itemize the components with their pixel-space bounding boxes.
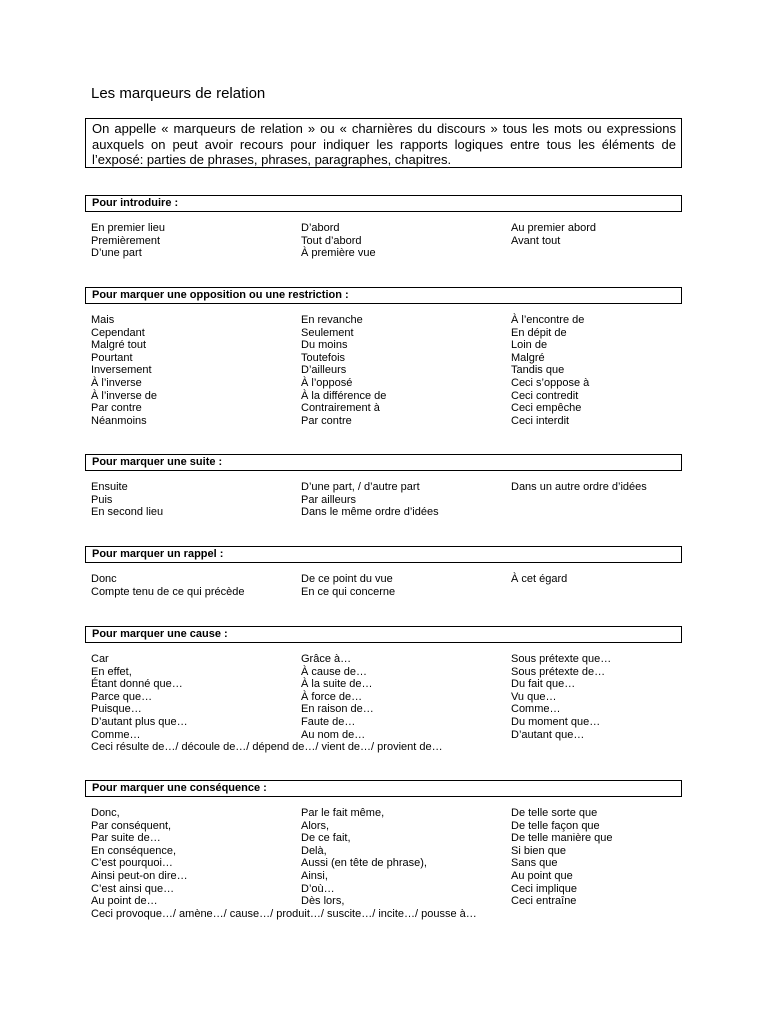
- list-item: D’où…: [301, 882, 335, 895]
- list-item: De ce point du vue: [301, 573, 393, 585]
- list-item: Puis: [91, 493, 113, 506]
- list-item: Malgré tout: [91, 339, 147, 352]
- list-item: Par suite de…: [91, 832, 161, 845]
- list-item: Aussi (en tête de phrase),: [301, 857, 427, 870]
- list-item: Comme…: [91, 728, 141, 741]
- list-item: Tout d’abord: [301, 234, 362, 247]
- list-item: À la suite de…: [301, 678, 373, 691]
- section-header: Pour marquer une suite :: [85, 454, 682, 471]
- column-1: [91, 653, 188, 741]
- list-item: Vu que…: [511, 690, 557, 703]
- column-2: [301, 481, 439, 519]
- list-item: À la différence de: [301, 389, 387, 402]
- section-opposition: [85, 287, 682, 428]
- list-item: Premièrement: [91, 234, 161, 247]
- list-item: D’abord: [301, 222, 340, 234]
- column-1: [91, 481, 163, 519]
- section-consequence: [85, 780, 682, 921]
- list-item: Faute de…: [301, 715, 356, 728]
- list-item: Donc: [91, 573, 117, 585]
- list-item: Sous prétexte de…: [511, 665, 606, 678]
- list-item: De ce fait,: [301, 832, 351, 845]
- list-item: Alors,: [301, 819, 330, 832]
- list-item: Au premier abord: [511, 222, 596, 234]
- list-item: Dès lors,: [301, 895, 345, 908]
- list-item: Sous prétexte que…: [511, 653, 612, 665]
- list-item: Au point de…: [91, 895, 158, 908]
- column-1: [91, 807, 188, 908]
- list-item: À l’opposé: [301, 376, 353, 389]
- column-3: [511, 573, 567, 586]
- list-item: Grâce à…: [301, 653, 352, 665]
- column-3: [511, 807, 613, 908]
- section-header: Pour introduire :: [85, 195, 682, 212]
- list-item: À première vue: [301, 247, 376, 260]
- list-item: Au point que: [511, 869, 573, 882]
- list-item: En premier lieu: [91, 222, 165, 234]
- column-3: [511, 481, 647, 494]
- section-suite: [85, 454, 682, 519]
- list-item: Malgré: [511, 351, 545, 364]
- list-item: D’autant plus que…: [91, 715, 188, 728]
- list-item: Loin de: [511, 339, 548, 352]
- column-2: [301, 807, 427, 908]
- list-item: Néanmoins: [91, 414, 147, 427]
- list-item: Mais: [91, 314, 115, 326]
- list-item: En revanche: [301, 314, 363, 326]
- list-item: Pourtant: [91, 351, 133, 364]
- list-item: Seulement: [301, 326, 354, 339]
- list-item: Par contre: [91, 402, 142, 415]
- list-item: Ainsi peut-on dire…: [91, 869, 188, 882]
- list-item: En second lieu: [91, 506, 164, 519]
- column-3: [511, 222, 596, 247]
- section-header: Pour marquer une opposition ou une restriction :: [85, 287, 682, 304]
- column-3: [511, 653, 611, 741]
- list-item: De telle sorte que: [511, 807, 598, 819]
- list-item: Puisque…: [91, 703, 142, 716]
- list-item: D’une part, / d’autre part: [301, 481, 420, 493]
- list-item: C’est pourquoi…: [91, 857, 173, 870]
- column-2: [301, 653, 374, 741]
- list-item: Car: [91, 653, 109, 665]
- list-item: À force de…: [301, 690, 363, 703]
- column-1: [91, 573, 245, 598]
- list-item: Dans le même ordre d’idées: [301, 506, 439, 519]
- section-rappel: [85, 546, 682, 599]
- list-item: À l’encontre de: [511, 314, 585, 326]
- list-item: Cependant: [91, 326, 145, 339]
- list-item: Ainsi,: [301, 869, 328, 882]
- list-item: Par contre: [301, 414, 352, 427]
- list-item: D’ailleurs: [301, 364, 347, 377]
- list-item: D’autant que…: [511, 728, 585, 741]
- list-item: Ceci implique: [511, 882, 578, 895]
- list-item: Ceci s’oppose à: [511, 376, 590, 389]
- list-item: À cause de…: [301, 665, 368, 678]
- column-1: [91, 314, 157, 427]
- list-item: Ensuite: [91, 481, 128, 493]
- list-item: Du fait que…: [511, 678, 576, 691]
- list-item: Du moment que…: [511, 715, 601, 728]
- list-item: Donc,: [91, 807, 120, 819]
- list-item: À l’inverse de: [91, 389, 158, 402]
- list-item: Compte tenu de ce qui précède: [91, 585, 245, 598]
- page-title: Les marqueurs de relation: [91, 85, 266, 102]
- list-item: De telle manière que: [511, 832, 613, 845]
- list-item: Ceci entraîne: [511, 895, 577, 908]
- list-item: Étant donné que…: [91, 678, 183, 691]
- list-item: À l’inverse: [91, 376, 142, 389]
- list-item: De telle façon que: [511, 819, 600, 832]
- section-header: Pour marquer un rappel :: [85, 546, 682, 563]
- column-2: [301, 573, 395, 598]
- list-item: Contrairement à: [301, 402, 380, 415]
- list-item: En effet,: [91, 665, 132, 678]
- list-item: Au nom de…: [301, 728, 366, 741]
- column-3: [511, 314, 589, 427]
- list-item: Inversement: [91, 364, 152, 377]
- list-item: Delà,: [301, 844, 327, 857]
- list-item: Ceci interdit: [511, 414, 570, 427]
- list-item: En ce qui concerne: [301, 585, 396, 598]
- list-item: Ceci empêche: [511, 402, 582, 415]
- list-item: À cet égard: [511, 573, 568, 585]
- column-2: [301, 314, 386, 427]
- list-item: En conséquence,: [91, 844, 177, 857]
- section-introduire: [85, 195, 682, 260]
- list-item: Dans un autre ordre d’idées: [511, 481, 647, 493]
- section-cause: [85, 626, 682, 755]
- column-1: [91, 222, 165, 260]
- list-item: Par le fait même,: [301, 807, 385, 819]
- list-item: En raison de…: [301, 703, 374, 716]
- list-item: C’est ainsi que…: [91, 882, 175, 895]
- column-2: [301, 222, 376, 260]
- list-item: Par ailleurs: [301, 493, 357, 506]
- intro-box: On appelle « marqueurs de relation » ou « charnières du discours » tous les mots ou expressions auxquels on peut avoir recours pour indiquer les rapports logiques entre tous les éléments de l’exposé: parties de phrases, phrases, paragraphes, chapitres.: [85, 118, 682, 168]
- list-item: Parce que…: [91, 690, 153, 703]
- list-item: Par conséquent,: [91, 819, 172, 832]
- list-item: Tandis que: [511, 364, 565, 377]
- list-item: Comme…: [511, 703, 561, 716]
- full-width-line: Ceci résulte de…/ découle de…/ dépend de…/ vient de…/ provient de…: [91, 741, 443, 753]
- list-item: Si bien que: [511, 844, 567, 857]
- list-item: Du moins: [301, 339, 348, 352]
- list-item: D’une part: [91, 247, 142, 260]
- list-item: En dépit de: [511, 326, 567, 339]
- list-item: Toutefois: [301, 351, 346, 364]
- section-header: Pour marquer une cause :: [85, 626, 682, 643]
- list-item: Sans que: [511, 857, 558, 870]
- list-item: Ceci contredit: [511, 389, 579, 402]
- list-item: Avant tout: [511, 234, 561, 247]
- full-width-line: Ceci provoque…/ amène…/ cause…/ produit…/ suscite…/ incite…/ pousse à…: [91, 907, 477, 920]
- section-header: Pour marquer une conséquence :: [85, 780, 682, 797]
